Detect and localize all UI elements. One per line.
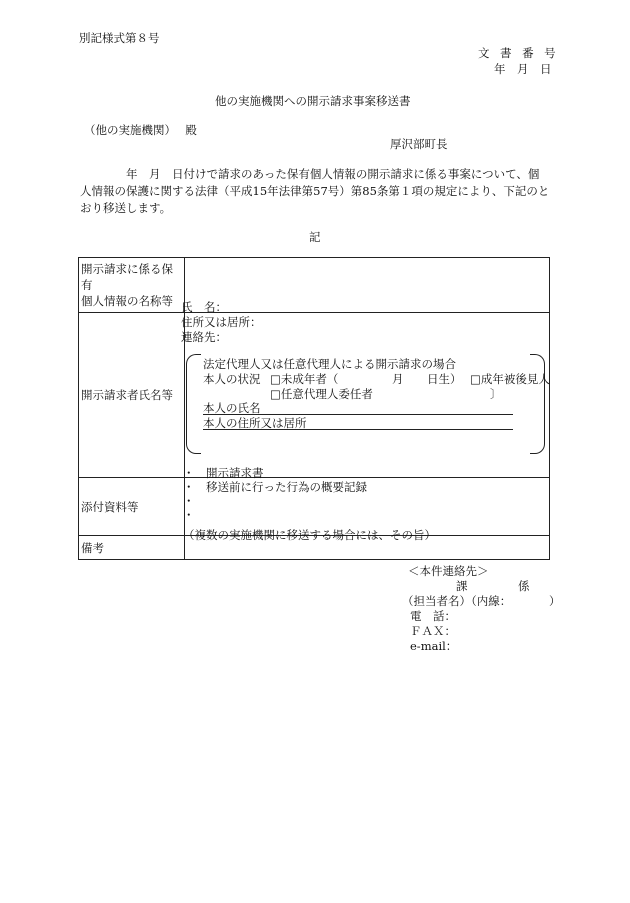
- attachment-item-4: ・: [183, 508, 195, 522]
- bracket-close: 〕: [490, 387, 502, 401]
- status-label: 本人の状況: [203, 372, 261, 386]
- sender: 厚沢部町長: [390, 137, 448, 151]
- birth-label: 日生）: [427, 372, 462, 386]
- contact-kakari: 係: [518, 579, 530, 593]
- attachment-item-3: ・: [183, 494, 195, 508]
- addressee: （他の実施機関） 殿: [84, 123, 197, 137]
- bracket-left: [186, 354, 201, 454]
- ki-label: 記: [309, 230, 321, 244]
- voluntary-checkbox[interactable]: □任意代理人委任者: [270, 387, 373, 401]
- adult-ward-checkbox[interactable]: □成年被後見人: [470, 372, 550, 386]
- row-attachments-label: 添付資料等: [79, 478, 185, 536]
- contact-title: ＜本件連絡先＞: [408, 564, 489, 578]
- person-address-underline[interactable]: [203, 429, 513, 430]
- form-number: 別記様式第８号: [79, 31, 160, 45]
- name-field-label: 氏 名：: [181, 300, 227, 314]
- document-number-label: 文 書 番 号: [478, 46, 556, 60]
- contact-field-label: 連絡先：: [181, 330, 227, 344]
- remarks-text: （複数の実施機関に移送する場合には、その旨）: [183, 528, 436, 542]
- row-info-name-label: [79, 258, 185, 313]
- document-title: 他の実施機関への開示請求事案移送書: [215, 94, 411, 108]
- label-line-1: 開示請求に係る保有: [81, 262, 173, 292]
- date-label: 年 月 日: [494, 62, 552, 76]
- label-line-2: 個人情報の名称等: [81, 294, 173, 308]
- person-name-label: 本人の氏名: [203, 401, 261, 415]
- body-line-3: おり移送します。: [80, 201, 172, 215]
- contact-person: （担当者名）（内線：: [402, 594, 512, 608]
- row-info-name-value[interactable]: [185, 258, 550, 313]
- transfer-table: [78, 257, 550, 560]
- person-name-underline[interactable]: [203, 414, 513, 415]
- person-address-label: 本人の住所又は居所: [203, 416, 307, 430]
- contact-tel: 電 話：: [410, 609, 456, 623]
- contact-email: e-mail：: [410, 639, 458, 653]
- contact-ka: 課: [456, 579, 468, 593]
- attachment-item-2: ・ 移送前に行った行為の概要記録: [183, 480, 367, 494]
- attachment-item-1: ・ 開示請求書: [183, 466, 264, 480]
- body-line-1: 年 月 日付けで請求のあった保有個人情報の開示請求に係る事案について、個: [126, 167, 540, 181]
- address-field-label: 住所又は居所：: [181, 315, 262, 329]
- bracket-right: [530, 354, 545, 454]
- proxy-title: 法定代理人又は任意代理人による開示請求の場合: [203, 357, 456, 371]
- minor-checkbox[interactable]: □未成年者（: [270, 372, 339, 386]
- contact-fax: ＦＡＸ：: [410, 624, 456, 638]
- row-requester-label: 開示請求者氏名等: [79, 313, 185, 478]
- row-remarks-label: 備考: [79, 536, 185, 560]
- month-label: 月: [392, 372, 404, 386]
- contact-person-close: ）: [549, 594, 561, 608]
- body-line-2: 人情報の保護に関する法律（平成15年法律第57号）第85条第１項の規定により、下記のと: [80, 184, 550, 198]
